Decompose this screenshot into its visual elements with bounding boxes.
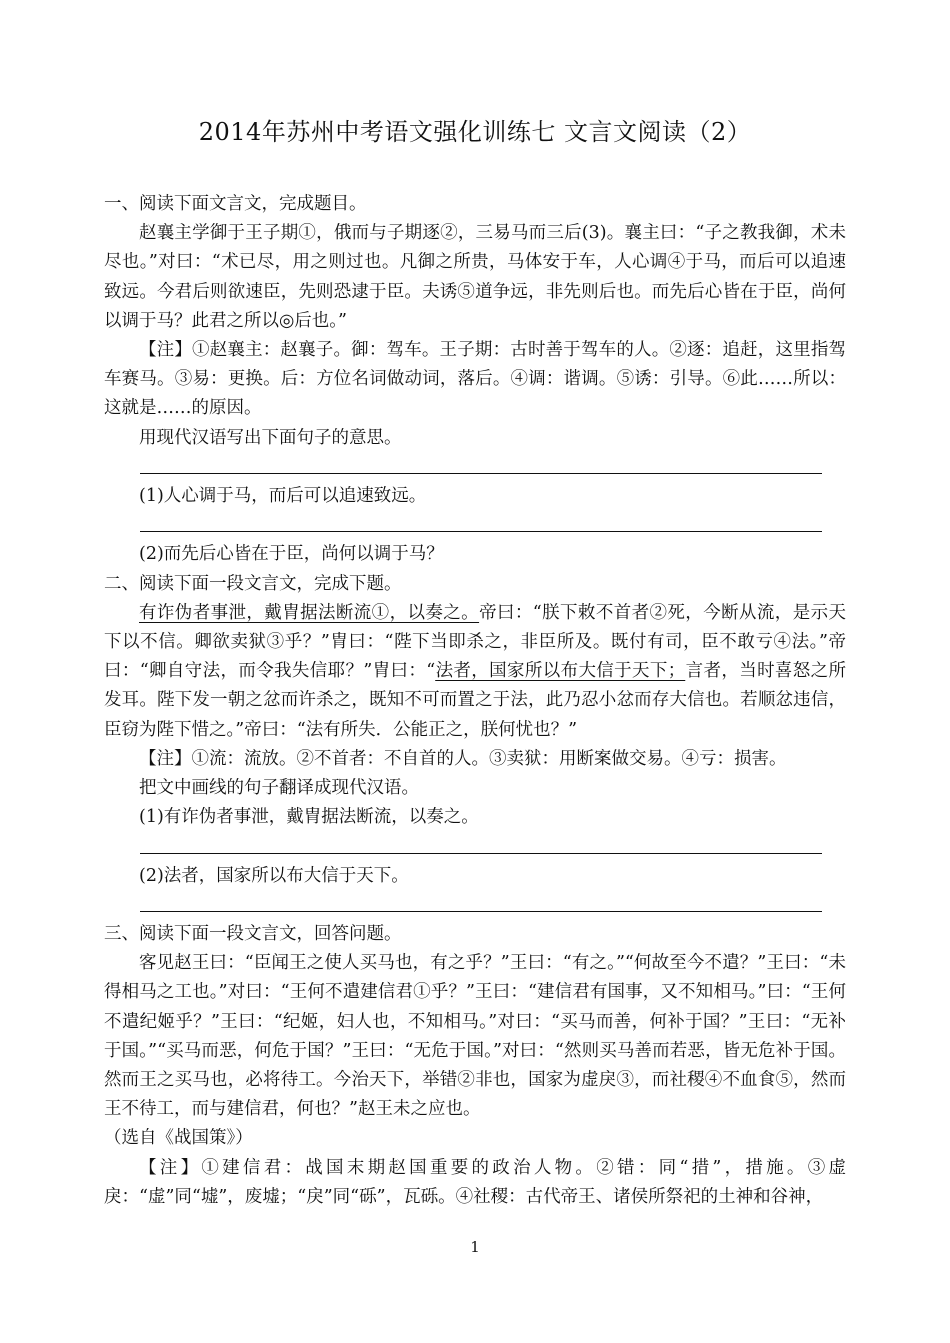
section1-heading: 一、阅读下面文言文，完成题目。: [104, 194, 367, 214]
section3-heading: 三、阅读下面一段文言文，回答问题。: [104, 924, 402, 945]
page-number: 1: [470, 1238, 480, 1256]
underlined-sentence-1: 有诈伪者事泄，戴胄据法断流①，以奏之。: [139, 602, 480, 623]
section2-note: 【注】①流：流放。②不首者：不自首的人。③卖狱：用断案做交易。④亏：损害。: [139, 748, 787, 769]
section3-note: 【注】①建信君：战国末期赵国重要的政治人物。②错：同“措”，措施。③虚戾：“虚”同“墟”，废墟；“戾”同“砾”，瓦砾。④社稷：古代帝王、诸侯所祭祀的土神和谷神，: [104, 1157, 846, 1207]
document-body: [104, 190, 846, 1212]
answer-line[interactable]: [140, 891, 822, 920]
section3-passage: 客见赵王曰：“臣闻王之使人买马也，有之乎？”王曰：“有之。”“何故至今不遣？”王曰：“未得相马之工也。”对曰：“王何不遣建信君①乎？”王曰：“建信君有国事，又不知相马。”曰：“王何不遣纪姬乎？”王曰：“纪姬，妇人也，不知相马。”对曰：“买马而善，何补于国？”王曰：“无补于国。”“买马而恶，何危于国？”王曰：“无危于国。”对曰：“然则买马善而若恶，皆无危补于国。然而王之买马也，必将待工。今治天下，举错②非也，国家为虚戾③，而社稷④不血食⑤，然而王不待工，而与建信君，何也？”赵王未之应也。: [104, 953, 846, 1120]
page-title: 2014年苏州中考语文强化训练七 文言文阅读（2）: [198, 118, 752, 146]
section1-note: 【注】①赵襄主：赵襄子。御：驾车。王子期：古时善于驾车的人。②逐：追赶，这里指驾车赛马。③易：更换。后：方位名词做动词，落后。④调：谐调。⑤诱：引导。⑥此……所以：这就是……的原因。: [104, 340, 846, 419]
answer-line[interactable]: [140, 511, 822, 540]
passage-text-b: 言者，当时喜怒之所发耳。陛下发一朝之忿而许杀之，既知不可而置之于法，此乃忍小忿而存大信也。若顺忿违信，臣窃为陛下惜之。”帝曰：“法有所失．公能正之，朕何忧也？”: [104, 661, 847, 740]
section2-passage: [104, 599, 846, 745]
section2-q1: (1)有诈伪者事泄，戴胄据法断流，以奏之。: [139, 807, 479, 828]
section1-question: 用现代汉语写出下面句子的意思。: [139, 427, 402, 448]
answer-line[interactable]: [140, 832, 822, 861]
section3-source: （选自《战国策》）: [104, 1128, 253, 1149]
answer-line[interactable]: [140, 453, 822, 482]
passage-text-a: 帝曰：“朕下敕不首者②死，今断从流，是示天下以不信。卿欲卖狱③乎？”胄曰：“陛下当即杀之，非臣所及。既付有司，臣不敢亏④法。”帝曰：“卿自守法，而令我失信耶？”胄曰：“: [104, 602, 846, 682]
section2-heading: 二、阅读下面一段文言文，完成下题。: [104, 573, 402, 594]
section2-question: 把文中画线的句子翻译成现代汉语。: [139, 778, 419, 799]
section1-q2: (2)而先后心皆在于臣，尚何以调于马？: [139, 544, 444, 565]
section2-q2: (2)法者，国家所以布大信于天下。: [139, 865, 409, 886]
underlined-sentence-2: 法者，国家所以布大信于天下；: [435, 661, 686, 682]
section1-q1: (1)人心调于马，而后可以追速致远。: [139, 486, 427, 507]
section1-passage: 赵襄主学御于王子期①，俄而与子期逐②，三易马而三后(3)。襄主曰：“子之教我御，术未尽也。”对曰：“术已尽，用之则过也。凡御之所贵，马体安于车，人心调④于马，而后可以追速致远。今君后则欲速臣，先则恐逮于臣。夫诱⑤道争远，非先则后也。而先后心皆在于臣，尚何以调于马？此君之所以◎后也。”: [104, 223, 846, 331]
